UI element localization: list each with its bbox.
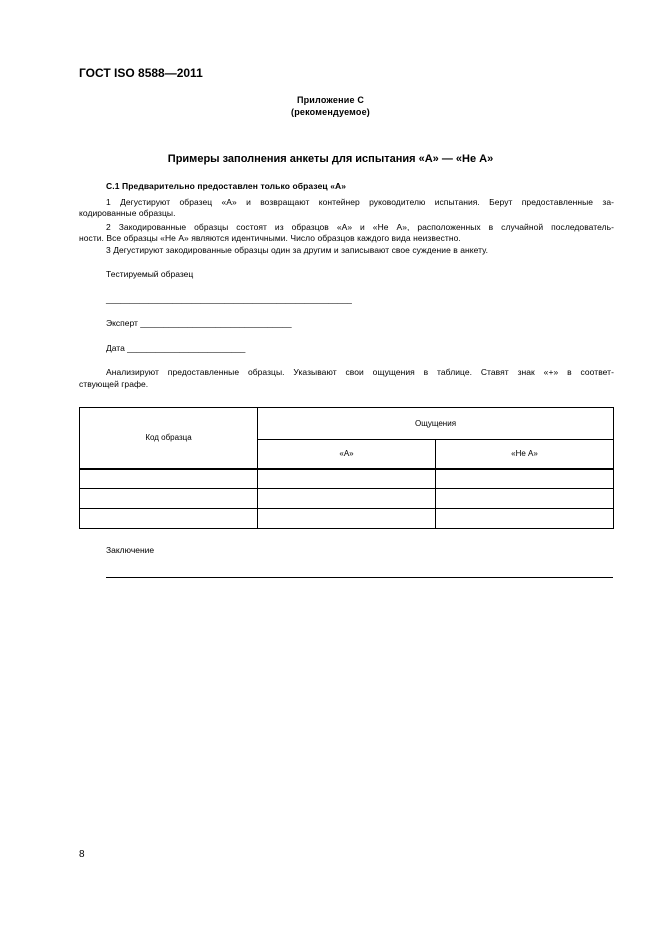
table-row (80, 489, 614, 509)
paragraph-2-line-2: ности. Все образцы «Не А» являются идентичными. Число образцов каждого вида неизвестно. (79, 233, 461, 243)
date-field[interactable]: Дата _________________________ (106, 343, 246, 353)
table-cell[interactable] (80, 489, 258, 509)
table-cell[interactable] (258, 489, 436, 509)
annex-title: Приложение С (296, 95, 365, 105)
annex-subtitle: (рекомендуемое) (291, 107, 370, 117)
conclusion-label: Заключение (106, 545, 155, 555)
table-cell[interactable] (258, 469, 436, 489)
column-not-a-header: «Не А» (436, 440, 614, 469)
table-cell[interactable] (258, 509, 436, 529)
instruction-line-1: Анализируют предоставленные образцы. Указывают свои ощущения в таблице. Ставят знак «+» в соответ- (106, 367, 614, 377)
table-cell[interactable] (436, 489, 614, 509)
tested-sample-label: Тестируемый образец (106, 269, 194, 279)
conclusion-line[interactable] (106, 577, 613, 578)
code-header: Код образца (80, 408, 258, 469)
paragraph-2-line-1: 2 Закодированные образцы состоят из образцов «А» и «Не А», расположенных в случайной последователь- (106, 222, 614, 232)
section-heading: С.1 Предварительно предоставлен только образец «А» (106, 181, 347, 191)
instruction-line-2: ствующей графе. (79, 379, 149, 389)
paragraph-1-line-1: 1 Дегустируют образец «А» и возвращают контейнер руководителю испытания. Берут предоставленные за- (106, 197, 614, 207)
paragraph-3: 3 Дегустируют закодированные образцы один за другим и записывают свое суждение в анкету. (106, 245, 489, 255)
sensation-table (79, 407, 614, 529)
page-number: 8 (79, 849, 85, 860)
document-header: ГОСТ ISO 8588—2011 (79, 66, 203, 80)
paragraph-1-line-2: кодированные образцы. (79, 208, 176, 218)
table-row (80, 509, 614, 529)
sensations-header: Ощущения (258, 408, 614, 440)
expert-field[interactable]: Эксперт ________________________________ (106, 318, 292, 328)
tested-sample-field[interactable]: ____________________________________________________ (106, 294, 352, 304)
page-title: Примеры заполнения анкеты для испытания «А» — «Не А» (167, 153, 494, 165)
table-cell[interactable] (80, 509, 258, 529)
table-cell[interactable] (436, 509, 614, 529)
column-a-header: «А» (258, 440, 436, 469)
table-row (80, 469, 614, 489)
table-cell[interactable] (80, 469, 258, 489)
table-cell[interactable] (436, 469, 614, 489)
